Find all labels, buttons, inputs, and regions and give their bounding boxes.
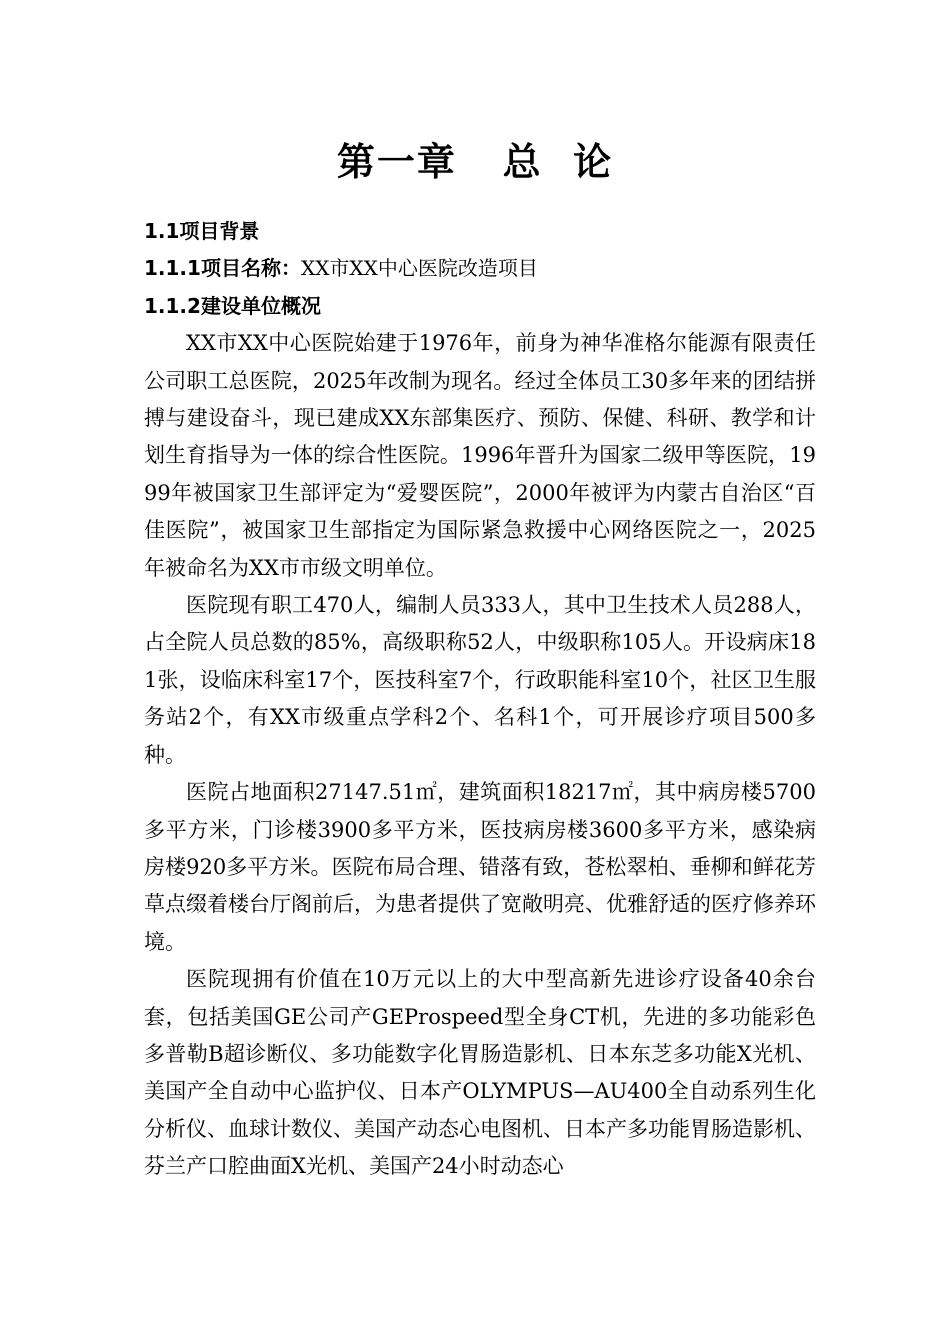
section-heading-1-1-1 — [144, 250, 816, 287]
paragraph-hospital-history: XX市XX中心医院始建于1976年，前身为神华准格尔能源有限责任公司职工总医院，2025年改制为现名。经过全体员工30多年来的团结拼搏与建设奋斗，现已建成XX东部集医疗、预防、保健、科研、教学和计划生育指导为一体的综合性医院。1996年晋升为国家二级甲等医院，1999年被国家卫生部评定为“爱婴医院”，2000年被评为内蒙古自治区“百佳医院”，被国家卫生部指定为国际紧急救援中心网络医院之一，2025年被命名为XX市市级文明单位。 — [144, 331, 816, 580]
section-heading-1-1: 1.1项目背景 — [144, 219, 260, 243]
project-name-value: XX市XX中心医院改造项目 — [300, 256, 538, 281]
paragraph-staff-and-departments: 医院现有职工470人，编制人员333人，其中卫生技术人员288人，占全院人员总数的85%，高级职称52人，中级职称105人。开设病床181张，设临床科室17个，医技科室7个，行政职能科室10个，社区卫生服务站2个，有XX市级重点学科2个、名科1个，可开展诊疗项目500多种。 — [144, 593, 816, 767]
paragraph-site-and-buildings: 医院占地面积27147.51㎡，建筑面积18217㎡，其中病房楼5700多平方米，门诊楼3900多平方米，医技病房楼3600多平方米，感染病房楼920多平方米。医院布局合理、错落有致，苍松翠柏、垂柳和鲜花芳草点缀着楼台厅阁前后，为患者提供了宽敞明亮、优雅舒适的医疗修养环境。 — [144, 780, 816, 954]
chapter-title: 第一章 总 论 — [336, 140, 614, 184]
project-name-label: 1.1.1项目名称： — [144, 256, 301, 281]
document-body — [144, 213, 816, 1186]
section-heading-1-1-2: 1.1.2建设单位概况 — [144, 293, 321, 318]
paragraph-medical-equipment: 医院现拥有价值在10万元以上的大中型高新先进诊疗设备40余台套，包括美国GE公司产GEProspeed型全身CT机，先进的多功能彩色多普勒B超诊断仪、多功能数字化胃肠造影机、日本东芝多功能X光机、美国产全自动中心监护仪、日本产OLYMPUS—AU400全自动系列生化分析仪、血球计数仪、美国产动态心电图机、日本产多功能胃肠造影机、芬兰产口腔曲面X光机、美国产24小时动态心 — [144, 967, 816, 1179]
